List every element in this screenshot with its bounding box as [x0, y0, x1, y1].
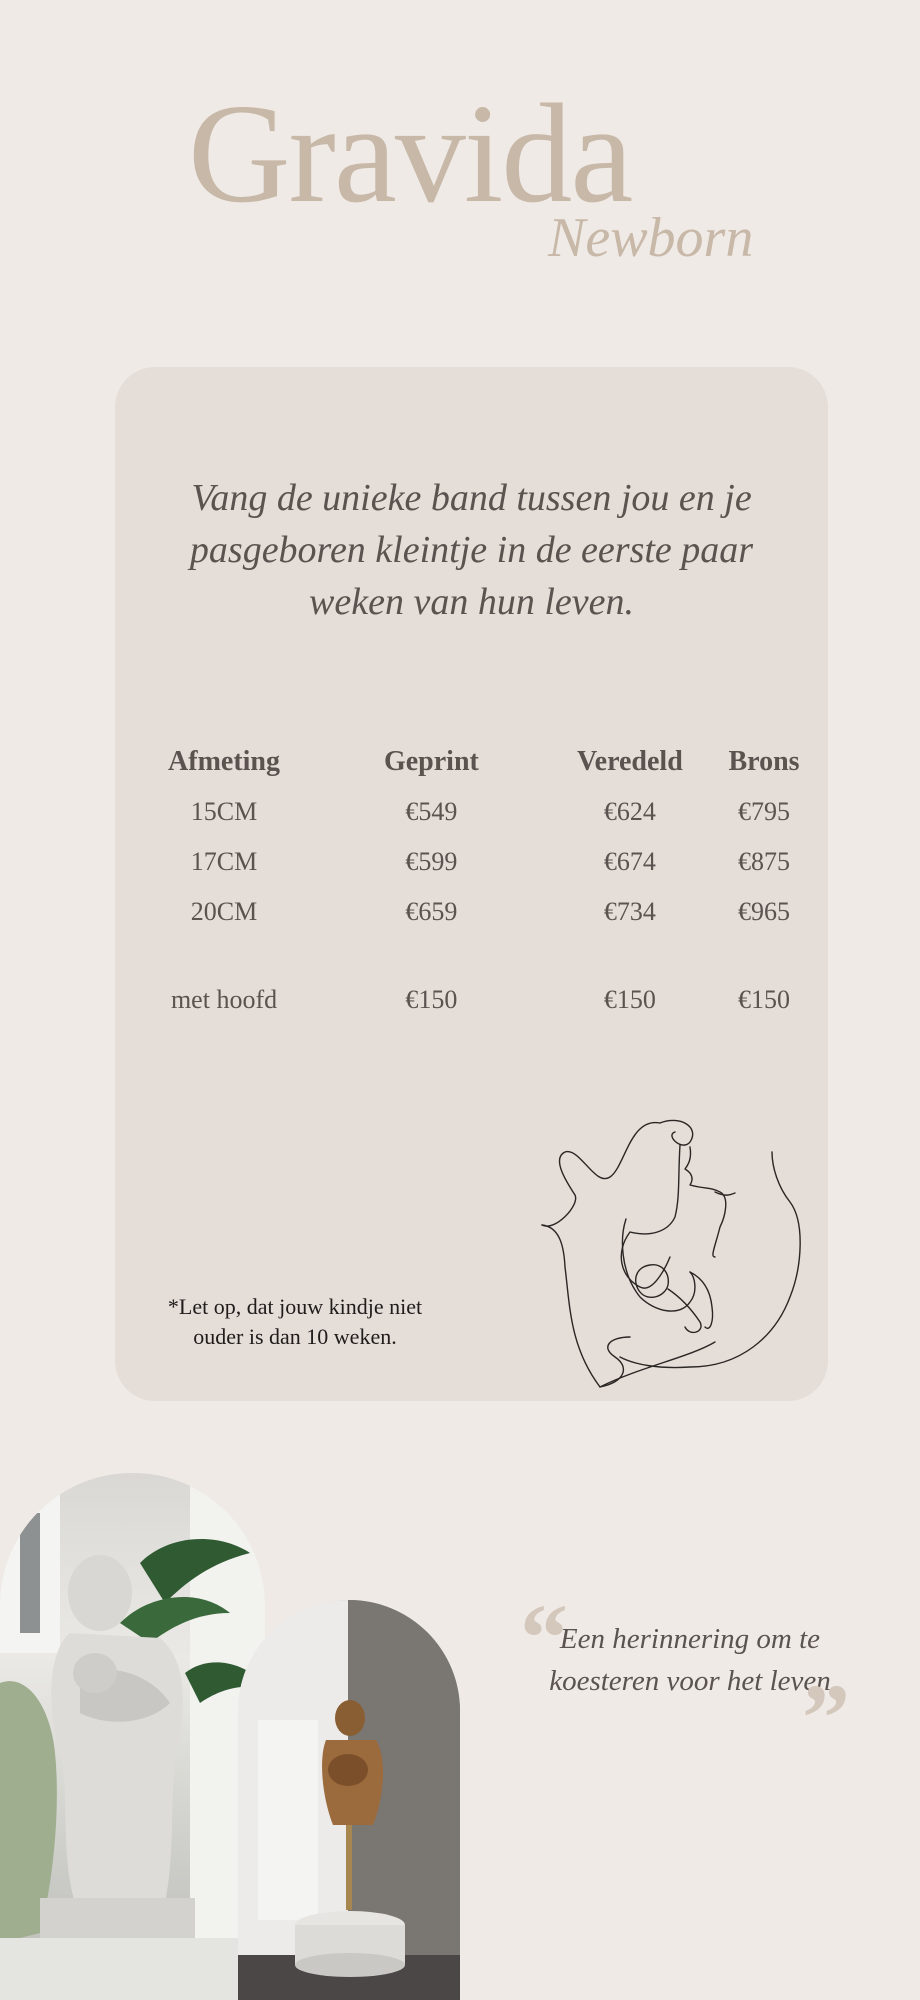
table-cell: 17CM	[190, 847, 258, 876]
table-header-row	[145, 737, 828, 787]
table-cell: 20CM	[190, 897, 258, 926]
table-cell: €659	[405, 897, 458, 926]
table-cell: €795	[738, 797, 791, 826]
table-row	[145, 837, 828, 887]
table-cell: 15CM	[190, 797, 258, 826]
age-note: *Let op, dat jouw kindje niet ouder is dan 10 weken.	[167, 1294, 423, 1349]
table-row-extra	[145, 975, 828, 1025]
column-header-refined: Veredeld	[577, 746, 683, 777]
table-row	[145, 787, 828, 837]
brand-subtitle: Newborn	[548, 207, 754, 269]
quote-text: Een herinnering om te koesteren voor het leven	[549, 1623, 831, 1697]
table-cell: met hoofd	[170, 985, 278, 1014]
close-quote-icon: ”	[802, 1664, 850, 1771]
price-table	[145, 737, 828, 1025]
mother-child-line-art-icon	[540, 1107, 805, 1397]
table-cell: €599	[405, 847, 458, 876]
table-cell: €734	[603, 897, 656, 926]
open-quote-icon: “	[520, 1584, 568, 1691]
table-spacer	[145, 937, 828, 975]
column-header-bronze: Brons	[728, 746, 800, 777]
table-cell: €674	[603, 847, 656, 876]
table-cell: €624	[603, 797, 656, 826]
table-cell: €965	[738, 897, 791, 926]
column-header-printed: Geprint	[383, 746, 479, 777]
quote	[520, 1584, 850, 1771]
brand-header	[0, 0, 920, 300]
column-header-size: Afmeting	[168, 746, 281, 777]
tagline: Vang de unieke band tussen jou en je pasgeboren kleintje in de eerste paar weken van hun leven.	[189, 477, 754, 623]
table-cell: €549	[405, 797, 458, 826]
table-cell: €150	[405, 985, 458, 1014]
table-row	[145, 887, 828, 937]
table-cell: €875	[738, 847, 791, 876]
price-card	[115, 367, 828, 1401]
bronze-mother-baby-statue-photo-icon	[238, 1600, 460, 2000]
brand-title: Gravida	[188, 74, 632, 232]
bronze-statue-photo	[238, 1600, 460, 2000]
table-cell: €150	[738, 985, 791, 1014]
white-statue-photo	[0, 1473, 265, 2000]
table-cell: €150	[603, 985, 656, 1014]
white-mother-baby-statue-photo-icon	[0, 1473, 265, 2000]
